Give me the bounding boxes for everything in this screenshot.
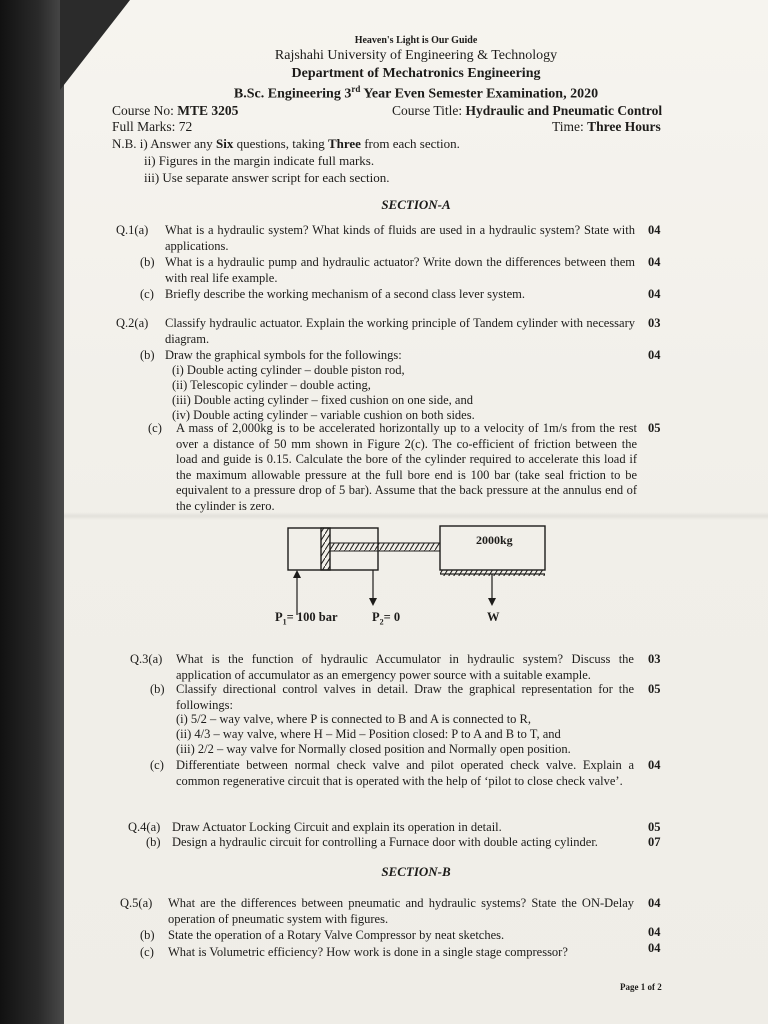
course-title	[392, 103, 662, 119]
q3a-label: Q.3(a)	[130, 652, 163, 666]
course-title-value: Hydraulic and Pneumatic Control	[465, 103, 663, 118]
department-name: Department of Mechatronics Engineering	[291, 66, 541, 81]
q5a-text: What are the differences between pneumatic and hydraulic systems? State the ON-Delay operation of pneumatic system with figures.	[168, 896, 634, 926]
q2c-label: (c)	[148, 421, 162, 435]
p1-arrowhead	[293, 570, 301, 578]
instruction-i-three: Three	[327, 136, 361, 151]
q3a-marks: 03	[648, 652, 661, 666]
course-no-label: Course No:	[112, 103, 178, 118]
q2a-marks: 03	[648, 316, 661, 330]
q3c-text: Differentiate between normal check valve and pilot operated check valve. Explain a common regenerative circuit that is operated with the help of ‘pilot to close check valve’.	[176, 758, 634, 788]
p1-value: = 100 bar	[286, 610, 338, 624]
course-no	[112, 103, 238, 119]
university-name: Rajshahi University of Engineering & Technology	[274, 48, 558, 63]
q2a-text: Classify hydraulic actuator. Explain the working principle of Tandem cylinder with necessary diagram.	[165, 316, 635, 346]
q1a-label: Q.1(a)	[116, 223, 149, 237]
cylinder-piston	[321, 528, 330, 570]
q1b-text: What is a hydraulic pump and hydraulic actuator? Write down the differences between them with real life example.	[165, 255, 635, 285]
q1a-marks: 04	[648, 223, 661, 237]
time-value: Three Hours	[587, 119, 661, 134]
q5c-text: What is Volumetric efficiency? How work is done in a single stage compressor?	[168, 945, 568, 959]
instruction-i	[112, 136, 460, 152]
q5b-label: (b)	[140, 928, 155, 942]
p1-subscript: 1	[282, 617, 287, 627]
q1c-text: Briefly describe the working mechanism of a second class lever system.	[165, 287, 525, 301]
q4a-text: Draw Actuator Locking Circuit and explain its operation in detail.	[172, 820, 502, 834]
q2c-text: A mass of 2,000kg is to be accelerated horizontally up to a velocity of 1m/s from the rest over a distance of 50 mm shown in Figure 2(c). The co-efficient of friction between the load and guide is 0.15. Calculate the bore of the cylinder required to accelerate this load if the maximum allowable pressure at the full bore end is 100 bar (take seal friction to be equivalent to a pressure drop of 5 bar). Assume that the back pressure at the annulus end of the cylinder is zero.	[176, 421, 637, 513]
q5c-label: (c)	[140, 945, 154, 959]
exam-title-sup: rd	[351, 84, 361, 94]
q3b-text: Classify directional control valves in detail. Draw the graphical representation for the followings:	[176, 682, 634, 712]
w-arrowhead	[488, 598, 496, 606]
q5b-marks: 04	[648, 925, 661, 939]
motto: Heaven's Light is Our Guide	[354, 35, 478, 46]
q3b-marks: 05	[648, 682, 661, 696]
p2-value: = 0	[383, 610, 401, 624]
figure-mass-label: 2000kg	[476, 533, 513, 547]
p2-arrowhead	[369, 598, 377, 606]
q2b-item-1: (i) Double acting cylinder – double piston rod,	[172, 363, 405, 377]
figure-w-label: W	[487, 610, 500, 624]
q1b-label: (b)	[140, 255, 155, 269]
time-label: Time:	[552, 119, 588, 134]
q3b-item-1: (i) 5/2 – way valve, where P is connected to B and A is connected to R,	[176, 712, 532, 726]
figure-p2-label	[372, 610, 400, 627]
figure-p1-label	[275, 610, 338, 627]
q5a-marks: 04	[648, 896, 661, 910]
exam-title	[64, 84, 768, 103]
exam-title-suffix: Year Even Semester Examination, 2020	[360, 86, 599, 102]
piston-rod	[330, 543, 440, 551]
p2-subscript: 2	[379, 617, 384, 627]
q2b-item-3: (iii) Double acting cylinder – fixed cushion on one side, and	[172, 393, 473, 407]
q4a-label: Q.4(a)	[128, 820, 161, 834]
q2b-label: (b)	[140, 348, 155, 362]
q2b-text: Draw the graphical symbols for the followings:	[165, 348, 402, 362]
background-left-shadow	[0, 0, 64, 1024]
q3b-label: (b)	[150, 682, 165, 696]
section-b-heading: SECTION-B	[381, 864, 451, 879]
q5b-text: State the operation of a Rotary Valve Compressor by neat sketches.	[168, 928, 505, 942]
q3b-item-2: (ii) 4/3 – way valve, where H – Mid – Position closed: P to A and B to T, and	[176, 727, 561, 741]
q2b-item-2: (ii) Telescopic cylinder – double acting,	[172, 378, 371, 392]
course-no-value: MTE 3205	[177, 103, 239, 118]
p1-symbol: P	[275, 610, 283, 624]
p2-symbol: P	[372, 610, 380, 624]
instruction-i-mid: questions, taking	[233, 136, 328, 151]
q4a-marks: 05	[648, 820, 661, 834]
course-title-label: Course Title:	[392, 103, 466, 118]
q2b-marks: 04	[648, 348, 661, 362]
section-a-heading: SECTION-A	[381, 197, 451, 212]
q3c-label: (c)	[150, 758, 164, 772]
instruction-i-six: Six	[216, 136, 234, 151]
q5c-marks: 04	[648, 941, 661, 955]
instruction-i-pre: N.B. i) Answer any	[112, 136, 216, 151]
q1c-marks: 04	[648, 287, 661, 301]
q2a-label: Q.2(a)	[116, 316, 149, 330]
instruction-i-post: from each section.	[360, 136, 460, 151]
q2c-marks: 05	[648, 421, 661, 435]
page-number: Page 1 of 2	[620, 982, 662, 992]
instruction-iii: iii) Use separate answer script for each section.	[144, 170, 390, 185]
q3b-item-3: (iii) 2/2 – way valve for Normally closed position and Normally open position.	[176, 742, 571, 756]
q3c-marks: 04	[648, 758, 661, 772]
exam-title-prefix: B.Sc. Engineering 3	[233, 86, 352, 102]
q1c-label: (c)	[140, 287, 154, 301]
q2b-item-4: (iv) Double acting cylinder – variable cushion on both sides.	[172, 408, 475, 422]
q4b-label: (b)	[146, 835, 161, 849]
instruction-ii: ii) Figures in the margin indicate full marks.	[144, 153, 375, 168]
q4b-text: Design a hydraulic circuit for controlling a Furnace door with double acting cylinder.	[172, 835, 598, 849]
q1b-marks: 04	[648, 255, 661, 269]
q4b-marks: 07	[648, 835, 661, 849]
time	[552, 119, 661, 135]
q1a-text: What is a hydraulic system? What kinds of fluids are used in a hydraulic system? State with applications.	[165, 223, 635, 253]
full-marks: Full Marks: 72	[112, 119, 193, 134]
q3a-text: What is the function of hydraulic Accumulator in hydraulic system? Discuss the application of accumulator as an emergency power source with a suitable example.	[176, 652, 634, 682]
q5a-label: Q.5(a)	[120, 896, 153, 910]
